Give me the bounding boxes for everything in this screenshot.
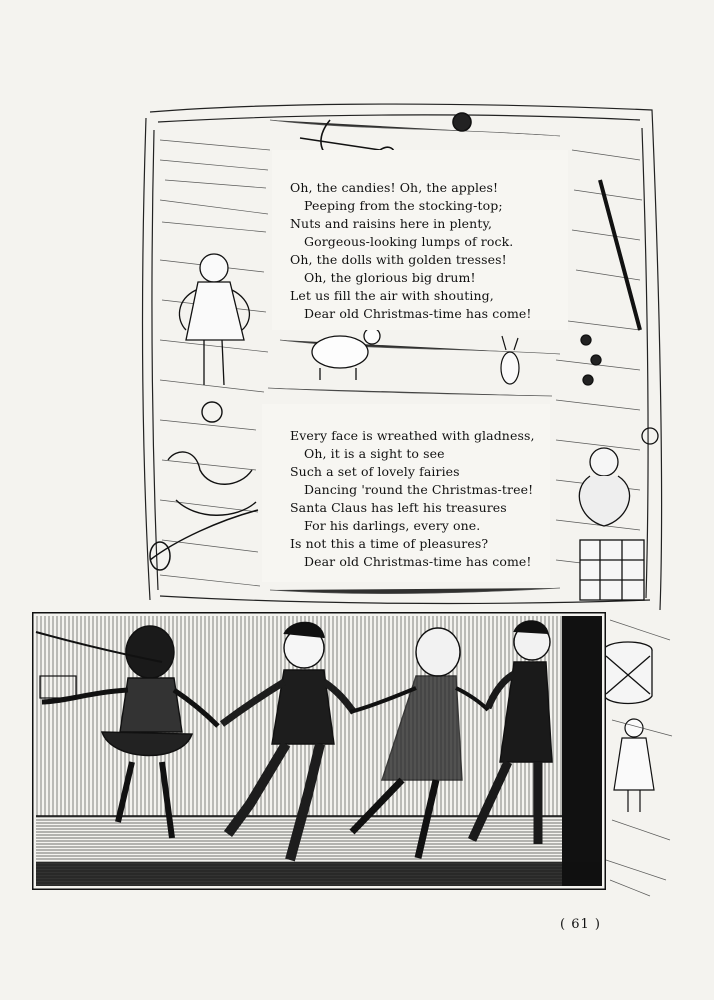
stanza-1-line-4: Gorgeous-looking lumps of rock. xyxy=(304,234,514,249)
poem-stanza-1 xyxy=(272,150,568,330)
rocking-horse-icon xyxy=(168,402,256,515)
stanza-1-line-6: Oh, the glorious big drum! xyxy=(304,270,476,285)
stanza-1-line-2: Peeping from the stocking-top; xyxy=(304,198,503,213)
stanza-2-line-7: Is not this a time of pleasures? xyxy=(290,536,489,551)
stanza-1-line-3: Nuts and raisins here in plenty, xyxy=(290,216,493,231)
page-number: ( 61 ) xyxy=(560,917,601,932)
poem-stanza-2 xyxy=(262,404,550,582)
lamb-icon xyxy=(312,328,380,380)
stanza-1-line-1: Oh, the candies! Oh, the apples! xyxy=(290,180,499,195)
children-dancing-illustration xyxy=(32,612,606,890)
stanza-1-line-7: Let us fill the air with shouting, xyxy=(290,288,494,303)
doll-icon xyxy=(179,254,249,385)
stanza-2-line-2: Oh, it is a sight to see xyxy=(304,446,445,461)
stanza-2-line-4: Dancing 'round the Christmas-tree! xyxy=(304,482,534,497)
drum-icon xyxy=(604,642,652,704)
stanza-2-line-1: Every face is wreathed with gladness, xyxy=(290,428,535,443)
stanza-1-line-5: Oh, the dolls with golden tresses! xyxy=(290,252,507,267)
stanza-1-line-8: Dear old Christmas-time has come! xyxy=(304,306,532,321)
stanza-2-line-6: For his darlings, every one. xyxy=(304,518,481,533)
stanza-2-line-3: Such a set of lovely fairies xyxy=(290,464,460,479)
stanza-2-line-8: Dear old Christmas-time has come! xyxy=(304,554,532,569)
stanza-2-line-5: Santa Claus has left his treasures xyxy=(290,500,507,515)
